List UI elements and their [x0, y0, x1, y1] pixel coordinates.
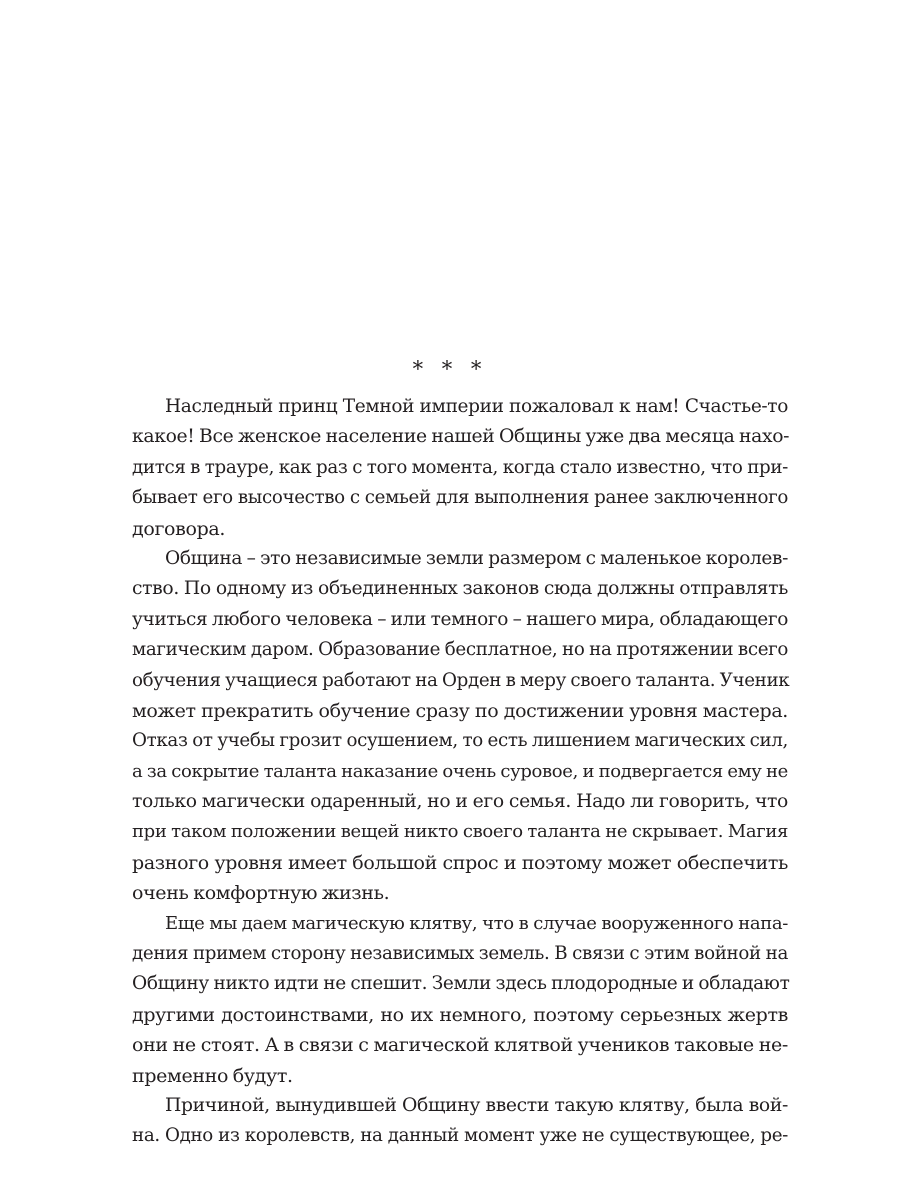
text-line: другими достоинствами, но их немного, поэтому серьезных жертв [132, 1003, 788, 1026]
text-line: разного уровня имеет большой спрос и поэтому может обеспечить [132, 851, 788, 874]
text-line: может прекратить обучение сразу по достижении уровня мастера. [132, 699, 788, 722]
text-line: дится в трауре, как раз с того момента, когда стало известно, что при- [132, 456, 788, 478]
text-line: пременно будут. [132, 1064, 293, 1087]
text-line: учиться любого человека – или темного – нашего мира, обладающего [132, 608, 788, 630]
body-text [132, 392, 788, 1152]
text-line: только магически одаренный, но и его семья. Надо ли говорить, что [132, 791, 788, 813]
text-line: ство. По одному из объединенных законов сюда должны отправлять [132, 578, 788, 600]
text-line: Община – это независимые земли размером с маленькое королев- [165, 547, 788, 569]
text-line: Еще мы даем магическую клятву, что в случае вооруженного напа- [165, 912, 788, 934]
section-separator: * * * [412, 357, 488, 381]
text-line: магическим даром. Образование бесплатное, но на протяжении всего [132, 639, 788, 661]
text-line: очень комфортную жизнь. [132, 882, 390, 905]
text-line: договора. [132, 517, 226, 540]
text-line: они не стоят. А в связи с магической клятвой учеников таковые не- [132, 1034, 788, 1057]
text-line: какое! Все женское население нашей Общины уже два месяца нахо- [132, 426, 790, 448]
text-line: Причиной, вынудившей Общину ввести такую клятву, была вой- [165, 1094, 788, 1116]
text-line: Отказ от учебы грозит осушением, то есть лишением магических сил, [132, 730, 788, 752]
text-line: а за сокрытие таланта наказание очень суровое, и подвергается ему не [132, 760, 788, 782]
text-line: бывает его высочество с семьей для выполнения ранее заключенного [132, 487, 788, 509]
text-line: дения примем сторону независимых земель. В связи с этим войной на [132, 943, 788, 965]
text-line: на. Одно из королевств, на данный момент уже не существующее, ре- [132, 1125, 788, 1147]
text-line: Наследный принц Темной империи пожаловал к нам! Счастье-то [165, 396, 788, 417]
text-line: Общину никто идти не спешит. Земли здесь плодородные и обладают [132, 973, 790, 995]
text-line: при таком положении вещей никто своего таланта не скрывает. Магия [132, 821, 788, 843]
text-line: обучения учащиеся работают на Орден в меру своего таланта. Ученик [132, 669, 790, 691]
